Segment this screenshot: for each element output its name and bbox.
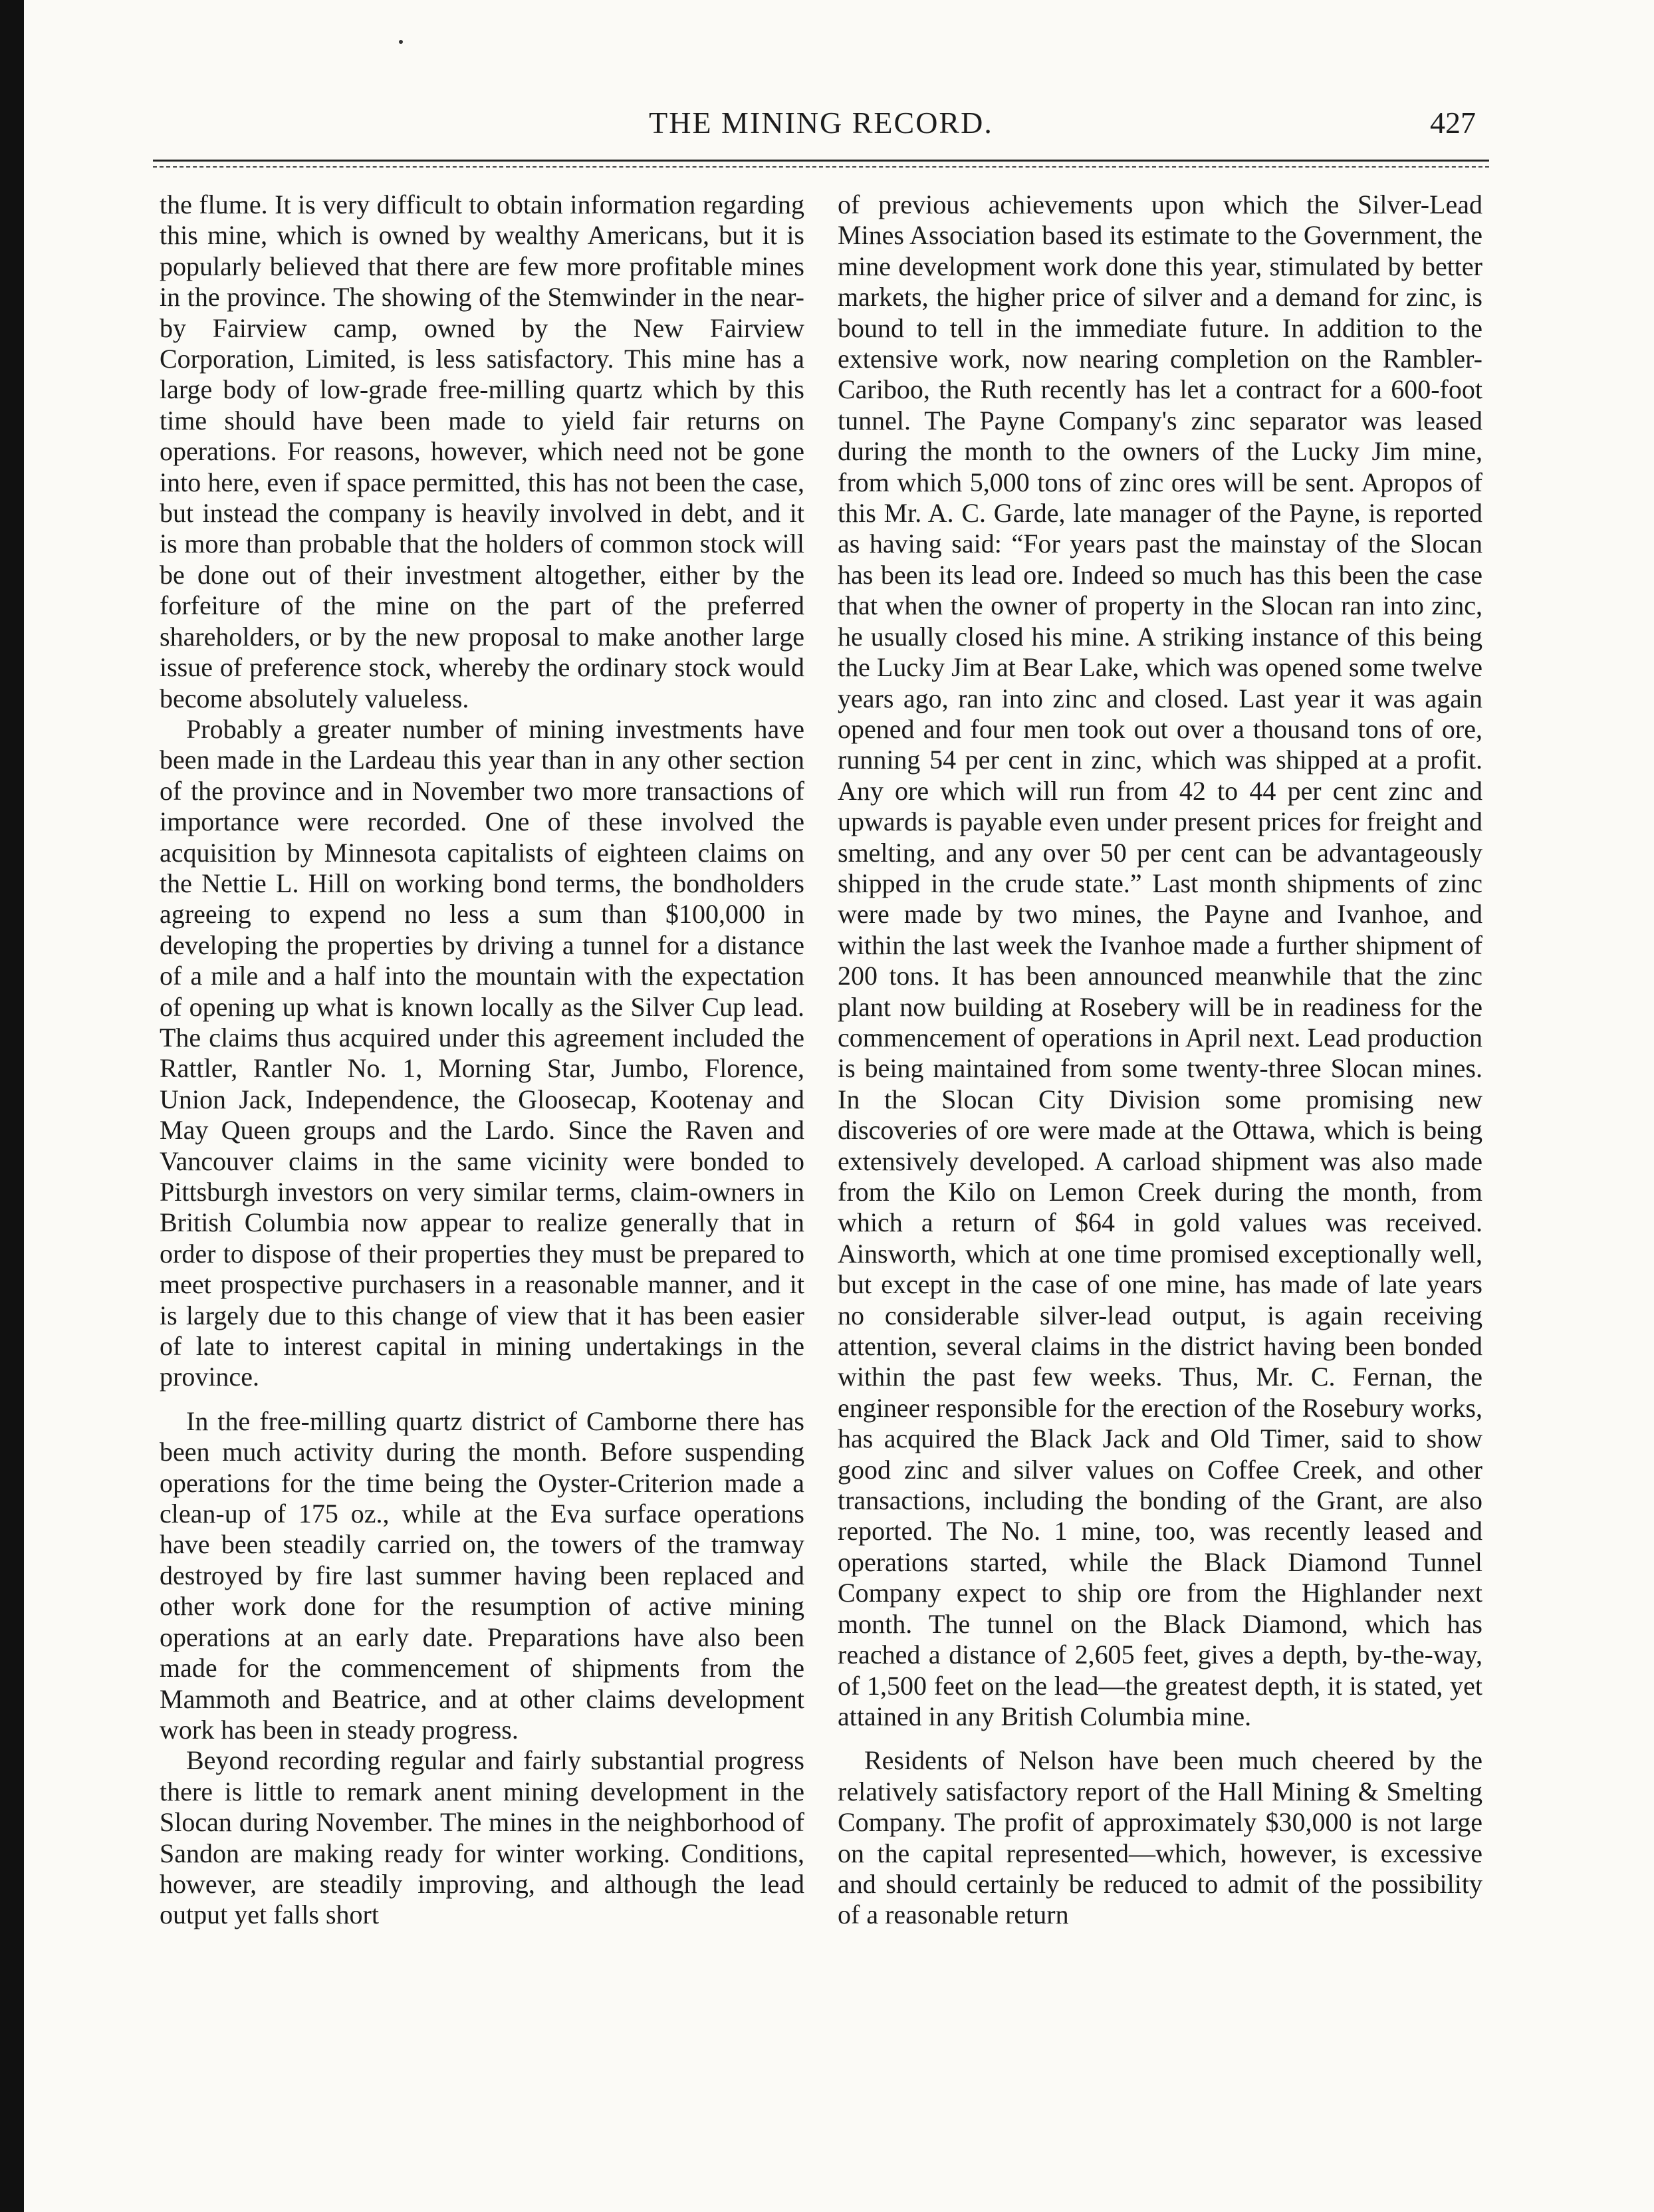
paragraph: In the free-milling quartz district of Camborne there has been much activity during the month. Before suspending operations for the time being the Oyster-Criterion made a clean-up of 175 oz., while at the Eva surface operations have been steadily carried on, the towers of the tramway destroyed by fire last summer having been replaced and other work done for the resumption of active mining operations at an early date. Preparations have also been made for the commencement of shipments from the Mammoth and Beatrice, and at other claims development work has been in steady progress. [160, 1406, 804, 1745]
paragraph: of previous achievements upon which the Silver-Lead Mines Association based its estimate to the Government, the mine development work done this year, stimulated by better markets, the higher price of silver and a demand for zinc, is bound to tell in the immediate future. In addition to the extensive work, now nearing completion on the Rambler-Cariboo, the Ruth recently has let a contract for a 600-foot tunnel. The Payne Company's zinc separator was leased during the month to the owners of the Lucky Jim mine, from which 5,000 tons of zinc ores will be sent. Apropos of this Mr. A. C. Garde, late manager of the Payne, is reported as having said: “For years past the mainstay of the Slocan has been its lead ore. Indeed so much has this been the case that when the owner of property in the Slocan ran into zinc, he usually closed his mine. A striking instance of this being the Lucky Jim at Bear Lake, which was opened some twelve years ago, ran into zinc and closed. Last year it was again opened and four men took out over a thousand tons of ore, running 54 per cent in zinc, which was shipped at a profit. Any ore which will run from 42 to 44 per cent zinc and upwards is payable even under present prices for freight and smelting, and any over 50 per cent can be advantageously shipped in the crude state.” Last month shipments of zinc were made by two mines, the Payne and Ivanhoe, and within the last week the Ivanhoe made a further shipment of 200 tons. It has been announced meanwhile that the zinc plant now building at Rosebery will be in readiness for the commencement of operations in April next. Lead production is being maintained from some twenty-three Slocan mines. In the Slocan City Division some promising new discoveries of ore were made at the Ottawa, which is being extensively developed. A carload shipment was also made from the Kilo on Lemon Creek during the month, from which a return of $64 in gold values was received. Ainsworth, which at one time promised exceptionally well, but except in the case of one mine, has made of late years no considerable silver-lead output, is again receiving attention, several claims in the district having been bonded within the past few weeks. Thus, Mr. C. Fernan, the engineer responsible for the erection of the Rosebury works, has acquired the Black Jack and Old Timer, said to show good zinc and silver values on Coffee Creek, and other transactions, including the bonding of the Grant, are also reported. The No. 1 mine, too, was recently leased and operations started, while the Black Diamond Tunnel Company expect to ship ore from the Highlander next month. The tunnel on the Black Diamond, which has reached a distance of 2,605 feet, gives a depth, by-the-way, of 1,500 feet on the lead—the greatest depth, it is stated, yet attained in any British Columbia mine. [838, 189, 1482, 1731]
left-column [160, 189, 804, 1931]
scan-edge-bar [0, 0, 24, 2212]
header-rule-dashed [153, 166, 1489, 168]
journal-title: THE MINING RECORD. [649, 106, 993, 140]
right-column [838, 189, 1482, 1931]
running-header [153, 100, 1489, 153]
paragraph: Beyond recording regular and fairly substantial progress there is little to remark anent mining development in the Slocan during November. The mines in the neighborhood of Sandon are making ready for winter working. Conditions, however, are steadily improving, and although the lead output yet falls short [160, 1745, 804, 1930]
paragraph: Residents of Nelson have been much cheered by the relatively satisfactory report of the Hall Mining & Smelting Company. The profit of approximately $30,000 is not large on the capital represented—which, however, is excessive and should certainly be reduced to admit of the possibility of a reasonable return [838, 1745, 1482, 1930]
header-rule [153, 160, 1489, 162]
paragraph: Probably a greater number of mining investments have been made in the Lardeau this year than in any other section of the province and in November two more transactions of importance were recorded. One of these involved the acquisition by Minnesota capitalists of eighteen claims on the Nettie L. Hill on working bond terms, the bondholders agreeing to expend no less a sum than $100,000 in developing the properties by driving a tunnel for a distance of a mile and a half into the mountain with the expectation of opening up what is known locally as the Silver Cup lead. The claims thus acquired under this agreement included the Rattler, Rantler No. 1, Morning Star, Jumbo, Florence, Union Jack, Independence, the Gloosecap, Kootenay and May Queen groups and the Lardo. Since the Raven and Vancouver claims in the same vicinity were bonded to Pittsburgh investors on very similar terms, claim-owners in British Columbia now appear to realize generally that in order to dispose of their properties they must be prepared to meet prospective purchasers in a reasonable manner, and it is largely due to this change of view that it has been easier of late to interest capital in mining undertakings in the province. [160, 713, 804, 1392]
page-number: 427 [1430, 106, 1476, 140]
scan-speck [399, 40, 403, 44]
paragraph: the flume. It is very difficult to obtain information regarding this mine, which is owned by wealthy Americans, but it is popularly believed that there are few more profitable mines in the province. The showing of the Stemwinder in the near-by Fairview camp, owned by the New Fairview Corporation, Limited, is less satisfactory. This mine has a large body of low-grade free-milling quartz which by this time should have been made to yield fair returns on operations. For reasons, however, which need not be gone into here, even if space permitted, this has not been the case, but instead the company is heavily involved in debt, and it is more than probable that the holders of common stock will be done out of their investment altogether, either by the forfeiture of the mine on the part of the preferred shareholders, or by the new proposal to make another large issue of preference stock, whereby the ordinary stock would become absolutely valueless. [160, 189, 804, 713]
